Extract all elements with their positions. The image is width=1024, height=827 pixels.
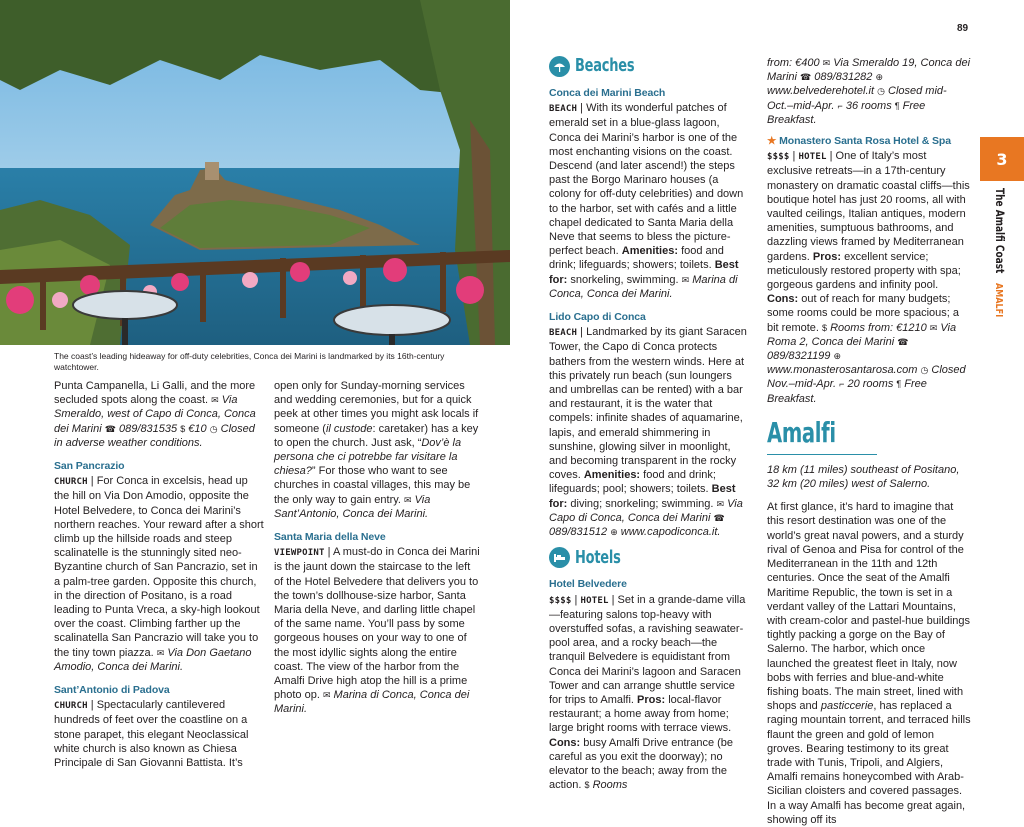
conca-beach-address: Marina di Conca, Conca dei Marini.: [549, 273, 738, 300]
santa-maria-neve-entry: VIEWPOINT | A must-do in Conca dei Marini is the jaunt down the staircase to the left of the Hotel Belvedere that delivers you to the town’s dollhouse-size harbor, Santa Maria della Neve, and darling little chapel of the same name. You’ll pass by some gorgeous houses on your way to one of the most idyllic sights along the entire coast. The view of the harbor from the Amalfi Drive high atop the hill is a prime photo op. ✉ Marina di Conca, Conca dei Marini.: [274, 546, 480, 716]
dollar-icon: $: [180, 423, 186, 434]
hotel-belvedere-pros: local-flavor restaurant; a home away from home; large bright rooms with terrace views.: [549, 693, 732, 735]
best-for-label: Best for:: [549, 259, 739, 286]
monastero-entry: $$$$ | HOTEL | One of Italy’s most exclusive retreats—in a 17th-century monastery on dramatic coastal cliffs—this boutique hotel has just 20 rooms, all with vaulted ceilings, Italian antiques, modern amenities, sumptuous bathrooms, and dazzling views framed by Mediterranean gardens. Pros: excellent service; meticulously restored property with spa; gorgeous gardens and infinity pool. Cons: out of reach for many budgets; some rooms could be more spacious; a bit remote. $ Rooms from: €1210 ✉ Via Roma 2, Conca dei Marini ☎ 089/8321199 ⊕ www.monasterosantarosa.com ◷ Closed Nov.–mid-Apr. ⌐ 20 rooms ¶ Free Breakfast.: [767, 150, 970, 405]
hotel-belvedere-continued: [767, 56, 972, 127]
dollar-icon: $: [822, 322, 828, 333]
santantonio-address: Via Sant’Antonio, Conca dei Marini.: [274, 493, 431, 520]
fork-knife-icon: ¶: [896, 379, 902, 390]
mail-icon: ✉: [211, 395, 219, 406]
lido-capo-address: Via Capo di Conca, Conca dei Marini: [549, 497, 743, 524]
monastero-tag: HOTEL: [798, 152, 827, 163]
photo-caption: The coast’s leading hideaway for off-duty celebrities, Conca dei Marini is landmarked by its 16th-century watchtower.: [54, 351, 445, 372]
hotel-belvedere-entry: $$$$ | HOTEL | Set in a grande-dame villa—featuring salons top-heavy with overstuffed sofas, a ravishing seawater-pool area, and a rocky beach—the tranquil Belvedere is equidistant from Conca dei Marini’s lagoon and Saracen Tower and can arrange shuttle service for trips to Amalfi. Pros: local-flavor restaurant; a home away from home; large bright rooms with terrace views. Cons: busy Amalfi Drive entrance (be careful as you exit the doorway); no elevator to the beach; away from the action. $ Rooms: [549, 593, 746, 792]
san-pancrazio-heading: San Pancrazio: [54, 460, 125, 473]
santa-maria-neve-heading: Santa Maria della Neve: [274, 531, 386, 544]
santantonio-cont-text-2: : caretaker) has a key to open the church. Just ask, “: [274, 422, 479, 449]
hotel-belvedere-closed: Closed mid-Oct.–mid-Apr.: [767, 85, 947, 112]
fork-knife-icon: ¶: [894, 100, 900, 111]
amalfi-intro: [767, 500, 972, 827]
santantonio-body: Spectacularly cantilevered hundreds of feet over the coastline on a stone parapet, this elegant Neoclassical white church is also known as Chiesa Principale di San Giovanni Battista. It’s: [54, 699, 249, 770]
column-3: [549, 56, 749, 792]
hotel-belvedere-breakfast: Free Breakfast.: [767, 99, 926, 126]
intro-price: €10: [188, 422, 207, 435]
monastero-room-price: Rooms from: €1210: [830, 321, 927, 334]
mail-icon: ✉: [404, 494, 412, 505]
monastero-price-tier: $$$$: [767, 152, 790, 163]
dollar-icon: $: [584, 780, 590, 791]
beach-umbrella-icon: [549, 56, 570, 77]
amalfi-body-1: At first glance, it’s hard to imagine that this resort destination was one of the world’s great naval powers, and a sturdy rival of Genoa and Pisa for control of the Mediterranean in the 11th and 12th centuries. Once the seat of the Amalfi Maritime Republic, the town is set in a verdant valley of the Lattari Mountains, with cream-color and pastel-hue buildings tightly packing a gorge on the Bay of Salerno. The harbor, which once launched the greatest fleet in Italy, now bobs with ferries and blue-and-white fishing boats. The main street, lined with shops and: [767, 501, 970, 713]
santantonio-continued: [274, 379, 482, 521]
mail-icon: ✉: [716, 498, 725, 509]
monastero-web[interactable]: www.monasterosantarosa.com: [767, 364, 918, 377]
lido-capo-tag: BEACH: [549, 328, 578, 339]
monastero-body: One of Italy’s most exclusive retreats—in a 17th-century monastery on dramatic coastal cliffs—this boutique hotel has just 20 rooms, all with vaulted ceilings, Italian antiques, modern amenities, sumptuous bathrooms, and dazzling views framed by Mediterranean gardens.: [767, 150, 970, 263]
intro-text: Punta Campanella, Li Galli, and the more secluded spots along the coast.: [54, 380, 256, 407]
santa-maria-neve-tag: VIEWPOINT: [274, 548, 325, 559]
best-for-label: Best for:: [549, 483, 736, 510]
lido-capo-heading: Lido Capo di Conca: [549, 311, 646, 324]
cons-label: Cons:: [767, 293, 799, 306]
santantonio-heading: Sant’Antonio di Padova: [54, 684, 170, 697]
intro-address: Via Smeraldo, west of Capo di Conca, Conca dei Marini: [54, 394, 256, 435]
hotels-section-header: [549, 547, 749, 568]
amalfi-distance: 18 km (11 miles) southeast of Positano, 32 km (20 miles) west of Salerno.: [767, 463, 960, 491]
lido-capo-phone: 089/831512: [549, 526, 608, 539]
phone-icon: ☎: [800, 72, 812, 83]
hotel-belvedere-heading: Hotel Belvedere: [549, 578, 627, 591]
hotel-bed-icon: [549, 547, 570, 568]
santantonio-cont-text-1: open only for Sunday-morning services and wedding ceremonies, but for a quick peek at other times you might ask locals if someone (: [274, 380, 479, 435]
hotel-belvedere-web[interactable]: www.belvederehotel.it: [767, 85, 875, 98]
monastero-address: Via Roma 2, Conca dei Marini: [767, 321, 957, 348]
monastero-phone: 089/8321199: [767, 350, 831, 363]
hotel-belvedere-cons: busy Amalfi Drive entrance (be careful as you exit the doorway); no elevator to the beach; away from the action.: [549, 736, 734, 792]
column-4: [767, 56, 972, 827]
web-icon: ⊕: [875, 72, 884, 83]
mail-icon: ✉: [681, 274, 690, 285]
san-pancrazio-entry: CHURCH | For Conca in excelsis, head up the hill on Via Don Amodio, opposite the Hotel Belvedere, to Conca dei Marini’s northern reaches. Your reward after a short climb up the hillside roads and steep scalinatelle is the stunningly sited neo-Byzantine church of San Pancrazio, set in a palm-tree garden. Opposite this church, in the direction of Positano, is a road leading to Punta Vreca, a sky-high lookout over the coast. Climbing farther up the scalinatella San Pancrazio will take you to the tiny town piazza. ✉ Via Don Gaetano Amodio, Conca dei Marini.: [54, 475, 264, 673]
phone-icon: ☎: [104, 423, 116, 434]
page-number: 89: [957, 23, 969, 34]
custode-word: il custode: [325, 422, 373, 435]
mail-icon: ✉: [156, 647, 165, 658]
santa-maria-neve-address: Marina di Conca, Conca dei Marini.: [274, 689, 470, 716]
lido-capo-web[interactable]: www.capodiconca.it.: [620, 526, 721, 539]
hotel-belvedere-price-tier: $$$$: [549, 595, 572, 606]
clock-icon: ◷: [209, 423, 218, 434]
beaches-section-header: [549, 56, 749, 77]
amenities-label: Amenities:: [621, 245, 679, 258]
conca-beach-amenities: food and drink; lifeguards; showers; toilets.: [549, 245, 724, 272]
pros-label: Pros:: [812, 250, 841, 263]
phone-icon: ☎: [897, 336, 909, 347]
hotel-belvedere-rooms: 36 rooms: [845, 99, 892, 112]
bed-icon: ⌐: [837, 100, 843, 111]
photo-conca-dei-marini: [0, 0, 510, 345]
conca-beach-best-for: snorkeling, swimming.: [570, 273, 679, 286]
star-icon: ★: [767, 135, 777, 148]
san-pancrazio-address: Via Don Gaetano Amodio, Conca dei Marini.: [54, 646, 252, 673]
photo-illustration: [0, 0, 510, 345]
santantonio-cont-text-3: ” For those who want to see churches in coastal villages, this may be the only way to gain entry.: [274, 465, 471, 506]
beaches-heading: Beaches: [575, 55, 635, 77]
italian-quote: Dov’è la persona che ci potrebbe far visitare la chiesa?: [274, 436, 462, 478]
chapter-number-tab: 3: [980, 137, 1024, 181]
intro-hours: Closed in adverse weather conditions.: [54, 422, 255, 449]
san-pancrazio-tag: CHURCH: [54, 477, 88, 488]
santa-maria-neve-body: A must-do in Conca dei Marini is the jaunt down the staircase to the left of the Hotel Belvedere that delivers you to the town’s dollhouse-size harbor, Santa Maria della Neve, and darling little chapel of the same name. You’ll pass by some gorgeous houses on your way to one of the most idyllic sights along the entire coast. The view of the harbor from the Amalfi Drive high atop the hill is a prime photo op.: [274, 546, 480, 702]
monastero-cons: out of reach for many budgets; some rooms could be more spacious; a bit remote.: [767, 293, 959, 334]
hotel-belvedere-room-price: from: €400: [767, 57, 820, 69]
conca-beach-heading: Conca dei Marini Beach: [549, 87, 666, 99]
conca-beach-body: With its wonderful patches of emerald set in a blue-glass lagoon, Conca dei Marini’s harbor is one of the most enchanting visions on the coast. Descend (and later ascend!) the steps past the Borgo Marinaro houses (a colony for off-duty celebrities) and down to the harbor, set with cafés and a little chapel dedicated to Santa Maria della Neve that seems to bless the picture-perfect beach.: [549, 102, 744, 258]
hotel-belvedere-body: Set in a grande-dame villa—featuring salons top-heavy with overstuffed sofas, a ravishing seawater-pool area, and a rocky beach—the tranquil Belvedere is equidistant from Conca dei Marini’s lagoon and Saracen Tower and can arrange shuttle service for trips to Amalfi.: [549, 593, 746, 706]
monastero-rooms: 20 rooms: [847, 378, 894, 391]
conca-beach-entry: BEACH | With its wonderful patches of emerald set in a blue-glass lagoon, Conca dei Marini’s harbor is one of the most enchanting visions on the coast. Descend (and later ascend!) the steps past the Borgo Marinaro houses (a colony for off-duty celebrities) and down to the harbor, set with cafés and a little chapel dedicated to Santa Maria della Neve that seems to bless the picture-perfect beach. Amenities: food and drink; lifeguards; showers; toilets. Best for: snorkeling, swimming. ✉ Marina di Conca, Conca dei Marini.: [549, 102, 744, 300]
san-pancrazio-body: For Conca in excelsis, head up the hill on Via Don Amodio, opposite the Hotel Belvedere, to Conca dei Marini’s northern reaches. Your reward after a short climb up the hillside roads and steep scalinatelle is the stunningly sited neo-Byzantine church of San Pancrazio, set in a palm-tree garden. Opposite this church, in the direction of Positano, is a road leading to Punta Vreca, a sky-high lookout over the coast. Climbing farther up the scalinatella San Pancrazio will take you to the tiny town piazza.: [54, 475, 264, 659]
amalfi-title-rule: [767, 454, 877, 455]
chapter-running-head: [993, 188, 1007, 328]
mail-icon: ✉: [822, 58, 831, 68]
web-icon: ⊕: [833, 351, 842, 362]
lido-capo-body: Landmarked by its giant Saracen Tower, the Capo di Conca protects bathers from the western winds. Here at this privately run beach (sun loungers and umbrellas can be rented) with a bar and restaurant, it is the water that compels: infinite shades of aquamarine, lapis, and emerald shimmering in sunshine, glowing silver in moonlight, and becoming transparent in the rocky coves.: [549, 326, 747, 482]
hotels-heading: Hotels: [575, 546, 621, 568]
mail-icon: ✉: [322, 690, 331, 701]
hotel-belvedere-phone: 089/831282: [814, 71, 873, 84]
column-1: [54, 379, 264, 770]
amalfi-body-2: , has replaced a raging mountain torrent, and terraced hills flaunt the green and gold of lemon groves. Bearing testimony to its great trade with Tunis, Tripoli, and Algiers, Amalfi remains honeycombed with Arab-Sicilian cloisters and covered passages. In a way Amalfi has become great again, showing off its: [767, 700, 971, 826]
monastero-name: Monastero Santa Rosa Hotel & Spa: [779, 135, 951, 148]
bed-icon: ⌐: [839, 379, 845, 390]
phone-icon: ☎: [713, 512, 725, 523]
clock-icon: ◷: [920, 365, 929, 376]
monastero-breakfast: Free Breakfast.: [767, 378, 927, 405]
monastero-heading: [767, 134, 972, 148]
lido-capo-entry: BEACH | Landmarked by its giant Saracen Tower, the Capo di Conca protects bathers from the western winds. Here at this privately run beach (sun loungers and umbrellas can be rented) with a bar and restaurant, it is the water that compels: infinite shades of aquamarine, lapis, and emerald shimmering in sunshine, glowing silver in moonlight, and becoming transparent in the rocky coves. Amenities: food and drink; lifeguards; pool; showers; toilets. Best for: diving; snorkeling; swimming. ✉ Via Capo di Conca, Conca dei Marini ☎ 089/831512 ⊕ www.capodiconca.it.: [549, 326, 747, 539]
lido-capo-best-for: diving; snorkeling; swimming.: [570, 497, 714, 510]
lido-capo-amenities: food and drink; lifeguards; pool; showers; toilets.: [549, 469, 716, 496]
chapter-title: The Amalfi Coast: [993, 188, 1007, 274]
web-icon: ⊕: [610, 527, 618, 538]
monastero-closed: Closed Nov.–mid-Apr.: [767, 364, 966, 391]
cons-label: Cons:: [549, 736, 581, 749]
hotel-belvedere-rooms-label: Rooms: [592, 779, 628, 792]
conca-beach-tag: BEACH: [549, 104, 578, 115]
monastero-pros: excellent service; meticulously restored property with spa; gorgeous gardens and infinity pool.: [767, 250, 961, 292]
column-2: [274, 379, 482, 717]
pasticcerie-word: pasticcerie: [820, 700, 874, 713]
amalfi-title: Amalfi: [767, 415, 836, 449]
santantonio-tag: CHURCH: [54, 701, 88, 712]
santantonio-entry: CHURCH | Spectacularly cantilevered hundreds of feet over the coastline on a stone parapet, this elegant Neoclassical white church is also known as Chiesa Principale di San Giovanni Battista. It’s: [54, 699, 249, 770]
hotel-belvedere-tag: HOTEL: [580, 595, 609, 606]
mail-icon: ✉: [929, 322, 938, 333]
chapter-section: AMALFI: [993, 283, 1004, 318]
clock-icon: ◷: [877, 86, 885, 97]
pros-label: Pros:: [637, 693, 666, 706]
intro-phone: 089/831535: [119, 422, 178, 435]
hotel-belvedere-address: Via Smeraldo 19, Conca dei Marini: [767, 57, 971, 84]
amenities-label: Amenities:: [583, 469, 641, 482]
intro-paragraph: [54, 379, 264, 450]
